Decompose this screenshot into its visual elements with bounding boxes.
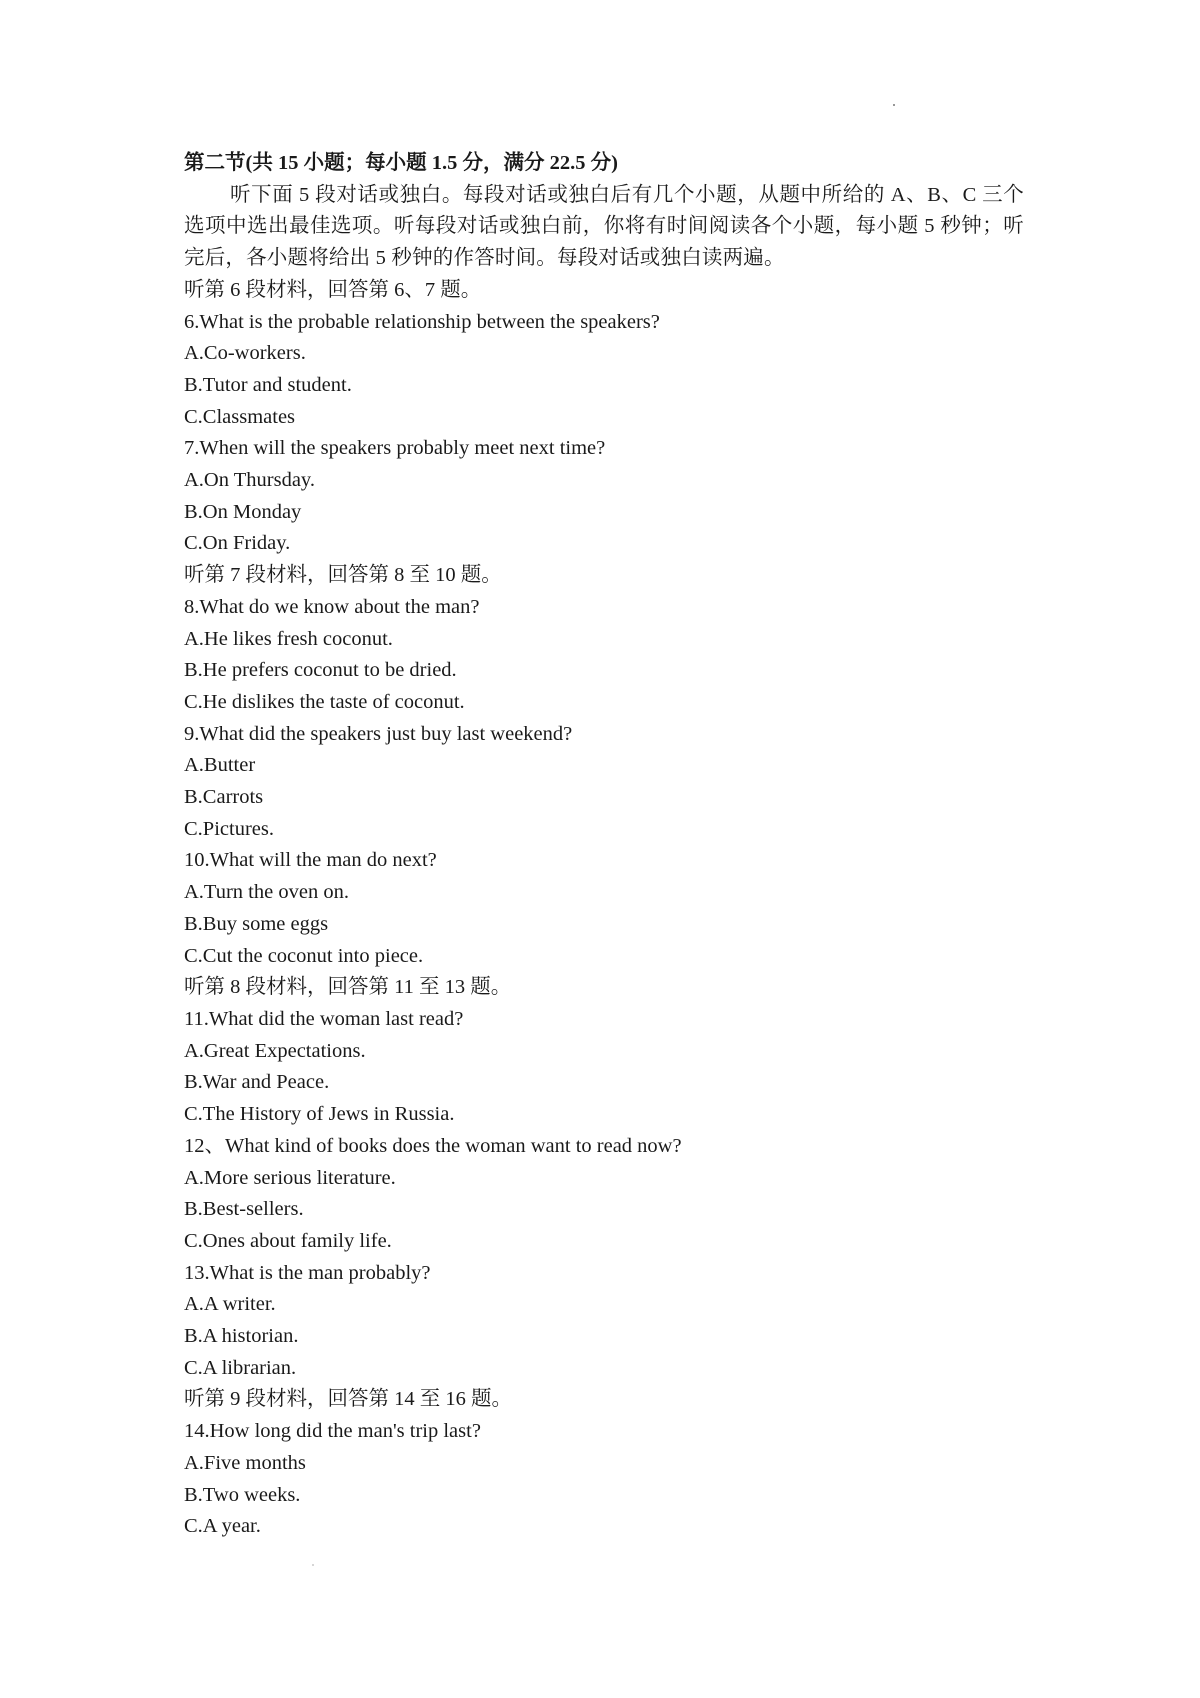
question-9: 9.What did the speakers just buy last weekend? xyxy=(184,722,573,745)
scan-speck xyxy=(312,1564,314,1566)
question-12-option-a: A.More serious literature. xyxy=(184,1166,396,1189)
question-10: 10.What will the man do next? xyxy=(184,849,437,872)
question-13-option-a: A.A writer. xyxy=(184,1293,276,1316)
question-9-option-b: B.Carrots xyxy=(184,786,264,809)
question-8-option-b: B.He prefers coconut to be dried. xyxy=(184,659,457,682)
question-10-option-a: A.Turn the oven on. xyxy=(184,881,349,904)
section-instructions: 听下面 5 段对话或独白。每段对话或独白后有几个小题，从题中所给的 A、B、C 三个选项中选出最佳选项。听每段对话或独白前，你将有时间阅读各个小题，每小题 5 秒钟；听完后，各小题将给出 5 秒钟的作答时间。每段对话或独白读两遍。 xyxy=(184,183,1024,270)
question-12: 12、What kind of books does the woman want to read now? xyxy=(184,1134,682,1157)
question-7-option-a: A.On Thursday. xyxy=(184,469,315,492)
question-14-option-c: C.A year. xyxy=(184,1515,261,1538)
question-6-option-b: B.Tutor and student. xyxy=(184,373,352,396)
section-heading: 第二节(共 15 小题；每小题 1.5 分，满分 22.5 分) xyxy=(184,152,618,174)
question-14-option-a: A.Five months xyxy=(184,1451,306,1474)
question-7-option-b: B.On Monday xyxy=(184,500,302,523)
question-14: 14.How long did the man's trip last? xyxy=(184,1420,481,1443)
question-9-option-c: C.Pictures. xyxy=(184,817,274,840)
question-6-option-a: A.Co-workers. xyxy=(184,342,306,365)
question-10-option-b: B.Buy some eggs xyxy=(184,912,329,935)
question-13: 13.What is the man probably? xyxy=(184,1261,431,1284)
question-11-option-b: B.War and Peace. xyxy=(184,1071,330,1094)
exam-content xyxy=(184,148,1024,1543)
question-12-option-b: B.Best-sellers. xyxy=(184,1198,304,1221)
segment-9-intro: 听第 9 段材料，回答第 14 至 16 题。 xyxy=(184,1388,512,1411)
question-14-option-b: B.Two weeks. xyxy=(184,1483,301,1506)
question-12-option-c: C.Ones about family life. xyxy=(184,1229,392,1252)
question-9-option-a: A.Butter xyxy=(184,754,256,777)
question-11: 11.What did the woman last read? xyxy=(184,1007,464,1030)
segment-6-intro: 听第 6 段材料，回答第 6、7 题。 xyxy=(184,278,482,301)
segment-7-intro: 听第 7 段材料，回答第 8 至 10 题。 xyxy=(184,564,502,587)
scan-speck xyxy=(893,104,895,106)
question-6-option-c: C.Classmates xyxy=(184,405,296,428)
question-13-option-b: B.A historian. xyxy=(184,1325,299,1348)
question-8-option-c: C.He dislikes the taste of coconut. xyxy=(184,690,465,713)
question-13-option-c: C.A librarian. xyxy=(184,1356,297,1379)
question-6: 6.What is the probable relationship between the speakers? xyxy=(184,310,660,333)
question-8: 8.What do we know about the man? xyxy=(184,595,480,618)
question-8-option-a: A.He likes fresh coconut. xyxy=(184,627,393,650)
question-7: 7.When will the speakers probably meet next time? xyxy=(184,437,606,460)
question-7-option-c: C.On Friday. xyxy=(184,532,291,555)
segment-8-intro: 听第 8 段材料，回答第 11 至 13 题。 xyxy=(184,976,512,999)
question-10-option-c: C.Cut the coconut into piece. xyxy=(184,944,424,967)
question-11-option-c: C.The History of Jews in Russia. xyxy=(184,1103,455,1126)
question-11-option-a: A.Great Expectations. xyxy=(184,1039,366,1062)
